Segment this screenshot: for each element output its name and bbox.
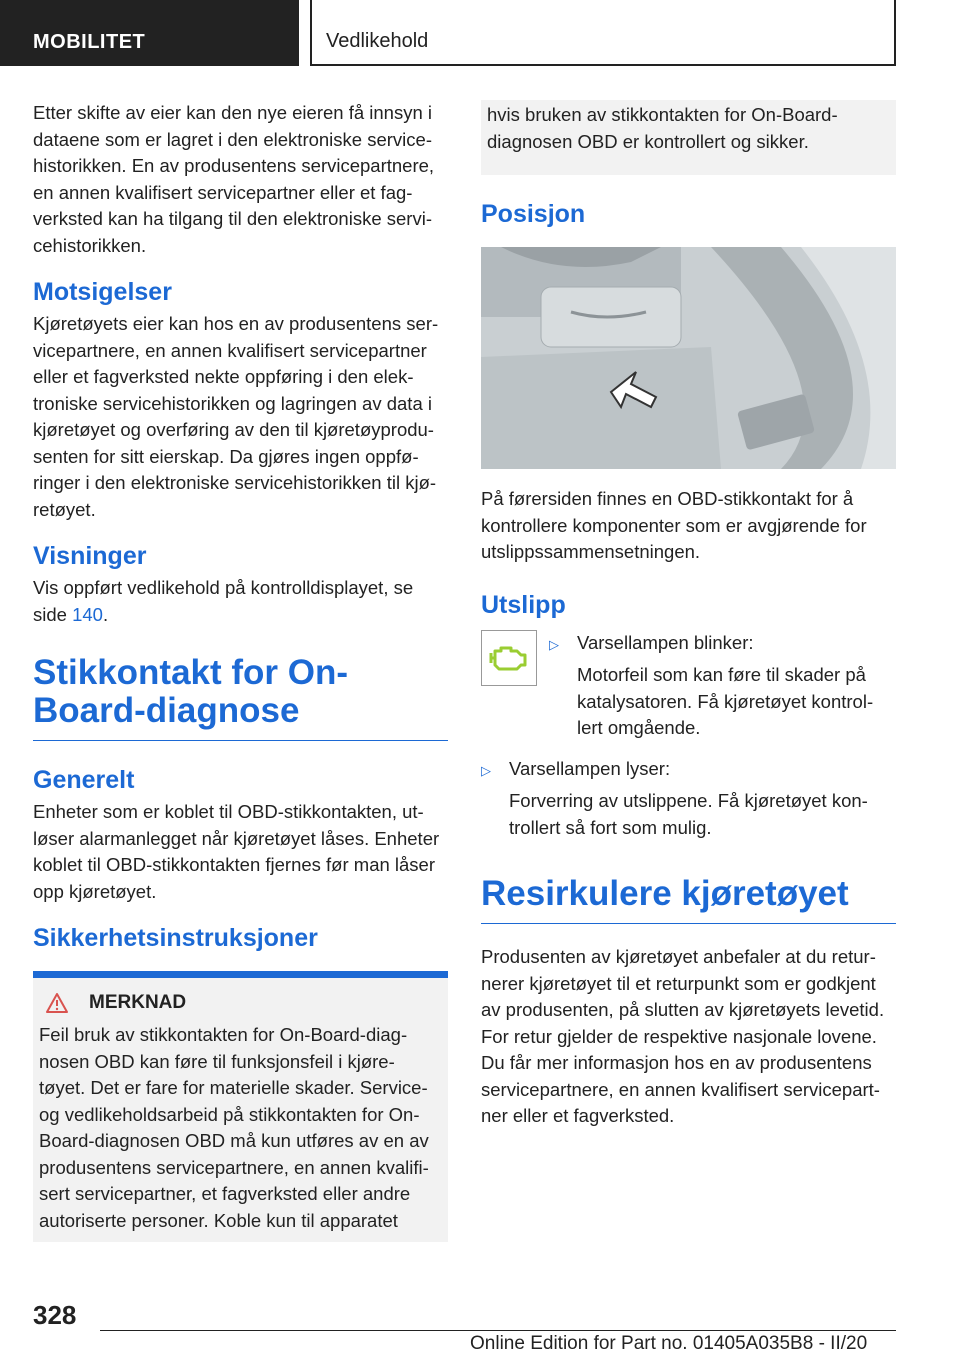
note-label: MERKNAD <box>89 992 187 1013</box>
obd-section-title: Stikkontakt for On-Board-diagnose <box>33 654 448 741</box>
visninger-heading: Visninger <box>33 542 147 570</box>
obd-location-photo <box>481 247 896 469</box>
note-continuation: hvis bruken av stikkontakten for On-Board-diagnosen OBD er kontrollert og sikker. <box>487 104 838 152</box>
bullet-list-2 <box>481 756 896 842</box>
safety-divider <box>33 971 448 978</box>
chapter-label: Vedlikehold <box>326 30 429 52</box>
resirk-paragraph: Produsenten av kjøretøyet anbefaler at du retur-nerer kjøretøyet til et returpunkt som er godkjent av produsenten, på slutten av kjøretøyets levetid. For retur gjelder de respektive nasjonale lovene. Du får mer informasjon hos en av produsentens servicepartnere, en annen kvalifisert servicepart-ner eller et fagverksted. <box>481 946 885 1126</box>
triangle-bullet-icon: ▷ <box>481 762 491 778</box>
posisjon-paragraph: På førersiden finnes en OBD-stikkontakt for å kontrollere komponenter som er avgjørende for utslippssammensetningen. <box>481 488 867 562</box>
bullet-head: Varsellampen lyser: <box>509 757 671 779</box>
triangle-bullet-icon: ▷ <box>549 636 559 652</box>
note-header <box>39 992 438 1014</box>
footer-divider <box>100 1330 896 1331</box>
bullet-body: Motorfeil som kan føre til skader på katalysatoren. Få kjøretøyet kontrol-lert omgående. <box>577 664 874 738</box>
section-tab <box>0 0 299 66</box>
visninger-text: Vis oppført vedlikehold på kontrolldisplayet, se side <box>33 577 414 625</box>
sikkerhet-heading: Sikkerhetsinstruksjoner <box>33 924 318 952</box>
section-label: MOBILITET <box>33 31 146 53</box>
edition-text: Online Edition for Part no. 01405A035B8 - II/20 <box>470 1333 868 1354</box>
motsigelser-paragraph: Kjøretøyets eier kan hos en av produsentens ser-vicepartnere, en annen kvalifisert servicepartner eller et fagverksted nekte oppføring i den elek-troniske servicehistorikken og lagringen av data i kjøretøyet og overføring av den til kjøretøyprodu-senten for sitt eierskap. Da gjøres ingen oppfø-ringer i den elektroniske servicehistorikken til kjø-retøyet. <box>33 313 439 520</box>
bullet-head: Varsellampen blinker: <box>577 631 754 653</box>
utslipp-row <box>481 630 896 742</box>
list-item <box>549 630 896 659</box>
visninger-paragraph <box>33 575 448 628</box>
utslipp-heading: Utslipp <box>481 590 566 619</box>
note-continuation-box <box>481 100 896 175</box>
left-column <box>33 100 448 1242</box>
intro-paragraph: Etter skifte av eier kan den nye eieren få innsyn i dataene som er lagret i den elektroniske service-historikken. En av produsentens servicepartnere, en annen kvalifisert servicepartner eller et fag-verksted kan ha tilgang til den elektroniske servi-cehistorikken. <box>33 102 435 256</box>
generelt-heading: Generelt <box>33 766 135 794</box>
warning-icon <box>45 992 69 1014</box>
note-box <box>33 978 448 1242</box>
page-link[interactable]: 140 <box>72 603 103 625</box>
resirk-section-title: Resirkulere kjøretøyet <box>481 875 896 924</box>
list-item <box>481 756 896 785</box>
generelt-paragraph: Enheter som er koblet til OBD-stikkontakten, ut-løser alarmanlegget når kjøretøyet låses. Enheter koblet til OBD-stikkontakten fjernes før man låser opp kjøretøyet. <box>33 801 440 902</box>
chapter-tab <box>310 0 896 66</box>
engine-icon <box>487 643 531 673</box>
posisjon-heading: Posisjon <box>481 200 586 228</box>
engine-warning-indicator <box>481 630 537 686</box>
page-number: 328 <box>33 1300 77 1330</box>
motsigelser-heading: Motsigelser <box>33 278 172 306</box>
bullet-list-1 <box>549 630 896 742</box>
right-column <box>481 100 896 1130</box>
visninger-end: . <box>102 603 109 625</box>
note-text: Feil bruk av stikkontakten for On-Board-diag-nosen OBD kan føre til funksjonsfeil i kjøre-tøyet. Det er fare for materielle skader. Service- og vedlikeholdsarbeid på stikkontakten for On-Board-diagnosen OBD må kun utføres av en av produsentens servicepartnere, en annen kvalifi-sert servicepartner, et fagverksted eller andre autoriserte personer. Koble kun til apparatet <box>39 1024 429 1231</box>
bullet-body: Forverring av utslippene. Få kjøretøyet kon-trollert så fort som mulig. <box>509 790 868 838</box>
